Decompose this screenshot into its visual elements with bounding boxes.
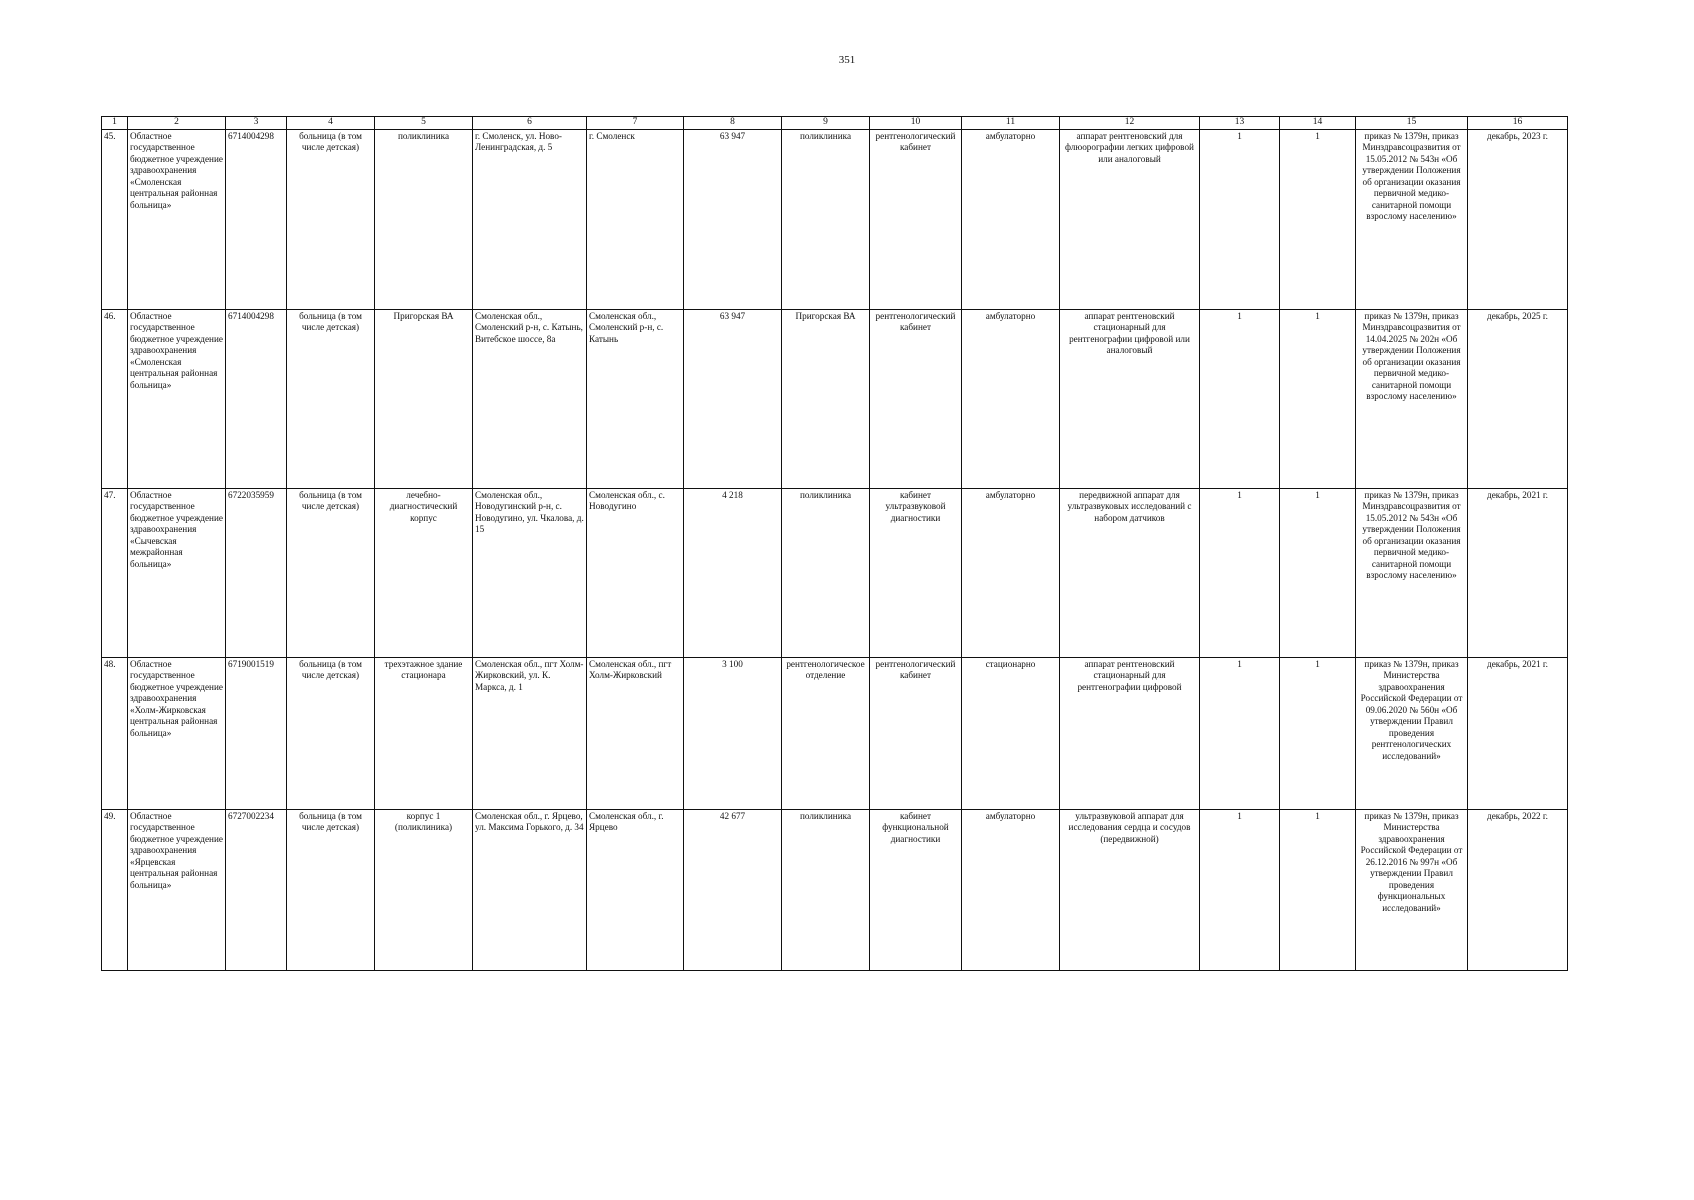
column-header: 5 <box>375 117 473 130</box>
row-number: 49. <box>102 809 128 970</box>
building: корпус 1 (поликлиника) <box>375 809 473 970</box>
quantity-13: 1 <box>1200 657 1280 809</box>
column-header: 3 <box>226 117 287 130</box>
unit: Пригорская ВА <box>782 309 870 488</box>
equipment: аппарат рентгеновский для флюорографии легких цифровой или аналоговый <box>1060 129 1200 309</box>
column-header: 8 <box>684 117 782 130</box>
inn: 6719001519 <box>226 657 287 809</box>
quantity-14: 1 <box>1280 488 1356 657</box>
row-number: 47. <box>102 488 128 657</box>
deadline: декабрь, 2025 г. <box>1468 309 1568 488</box>
address: Смоленская обл., Новодугинский р-н, с. Новодугино, ул. Чкалова, д. 15 <box>473 488 587 657</box>
care-mode: амбулаторно <box>962 129 1060 309</box>
inn: 6727002234 <box>226 809 287 970</box>
column-header: 12 <box>1060 117 1200 130</box>
column-header: 2 <box>128 117 226 130</box>
population: 4 218 <box>684 488 782 657</box>
address: Смоленская обл., пгт Холм- Жирковский, ул. К. Маркса, д. 1 <box>473 657 587 809</box>
legal-basis: приказ № 1379н, приказ Минздравсоцразвития от 15.05.2012 № 543н «Об утверждении Положения об организации оказания первичной медико-санитарной помощи взрослому населению» <box>1356 488 1468 657</box>
table-row <box>102 129 1568 309</box>
equipment-registry-table <box>101 116 1568 971</box>
building: трехэтажное здание стационара <box>375 657 473 809</box>
facility-type: больница (в том числе детская) <box>287 657 375 809</box>
locality: г. Смоленск <box>587 129 684 309</box>
locality: Смоленская обл., г. Ярцево <box>587 809 684 970</box>
page-number: 351 <box>838 54 856 66</box>
care-mode: стационарно <box>962 657 1060 809</box>
room: кабинет функциональной диагностики <box>870 809 962 970</box>
inn: 6722035959 <box>226 488 287 657</box>
facility-type: больница (в том числе детская) <box>287 488 375 657</box>
organization-name: Областное государственное бюджетное учреждение здравоохранения «Смоленская центральная районная больница» <box>128 129 226 309</box>
table-row <box>102 657 1568 809</box>
population: 63 947 <box>684 129 782 309</box>
organization-name: Областное государственное бюджетное учреждение здравоохранения «Холм-Жирковская центральная районная больница» <box>128 657 226 809</box>
organization-name: Областное государственное бюджетное учреждение здравоохранения «Смоленская центральная районная больница» <box>128 309 226 488</box>
quantity-14: 1 <box>1280 657 1356 809</box>
care-mode: амбулаторно <box>962 488 1060 657</box>
legal-basis: приказ № 1379н, приказ Минздравсоцразвития от 15.05.2012 № 543н «Об утверждении Положения об организации оказания первичной медико-санитарной помощи взрослому населению» <box>1356 129 1468 309</box>
address: Смоленская обл., Смоленский р-н, с. Катынь, Витебское шоссе, 8а <box>473 309 587 488</box>
equipment: передвижной аппарат для ультразвуковых исследований с набором датчиков <box>1060 488 1200 657</box>
column-header: 15 <box>1356 117 1468 130</box>
building: Пригорская ВА <box>375 309 473 488</box>
inn: 6714004298 <box>226 129 287 309</box>
quantity-13: 1 <box>1200 309 1280 488</box>
column-header: 10 <box>870 117 962 130</box>
deadline: декабрь, 2021 г. <box>1468 488 1568 657</box>
quantity-13: 1 <box>1200 488 1280 657</box>
column-header: 4 <box>287 117 375 130</box>
column-header: 9 <box>782 117 870 130</box>
building: лечебно-диагностический корпус <box>375 488 473 657</box>
legal-basis: приказ № 1379н, приказ Министерства здравоохранения Российской Федерации от 09.06.2020 № 560н «Об утверждении Правил проведения рентгенологических исследований» <box>1356 657 1468 809</box>
building: поликлиника <box>375 129 473 309</box>
organization-name: Областное государственное бюджетное учреждение здравоохранения «Сычевская межрайонная больница» <box>128 488 226 657</box>
population: 3 100 <box>684 657 782 809</box>
equipment: аппарат рентгеновский стационарный для рентгенографии цифровой или аналоговый <box>1060 309 1200 488</box>
column-header: 11 <box>962 117 1060 130</box>
deadline: декабрь, 2021 г. <box>1468 657 1568 809</box>
row-number: 46. <box>102 309 128 488</box>
room: кабинет ультразвуковой диагностики <box>870 488 962 657</box>
population: 63 947 <box>684 309 782 488</box>
room: рентгенологический кабинет <box>870 309 962 488</box>
locality: Смоленская обл., Смоленский р-н, с. Катынь <box>587 309 684 488</box>
address: г. Смоленск, ул. Ново-Ленинградская, д. 5 <box>473 129 587 309</box>
unit: поликлиника <box>782 488 870 657</box>
deadline: декабрь, 2022 г. <box>1468 809 1568 970</box>
organization-name: Областное государственное бюджетное учреждение здравоохранения «Ярцевская центральная районная больница» <box>128 809 226 970</box>
unit: поликлиника <box>782 129 870 309</box>
facility-type: больница (в том числе детская) <box>287 129 375 309</box>
quantity-14: 1 <box>1280 309 1356 488</box>
legal-basis: приказ № 1379н, приказ Минздравсоцразвития от 14.04.2025 № 202н «Об утверждении Положения об организации оказания первичной медико-санитарной помощи взрослому населению» <box>1356 309 1468 488</box>
quantity-13: 1 <box>1200 129 1280 309</box>
quantity-14: 1 <box>1280 809 1356 970</box>
facility-type: больница (в том числе детская) <box>287 809 375 970</box>
inn: 6714004298 <box>226 309 287 488</box>
column-header: 13 <box>1200 117 1280 130</box>
facility-type: больница (в том числе детская) <box>287 309 375 488</box>
table-row <box>102 309 1568 488</box>
locality: Смоленская обл., с. Новодугино <box>587 488 684 657</box>
room: рентгенологический кабинет <box>870 129 962 309</box>
care-mode: амбулаторно <box>962 309 1060 488</box>
unit: поликлиника <box>782 809 870 970</box>
row-number: 48. <box>102 657 128 809</box>
column-header: 6 <box>473 117 587 130</box>
care-mode: амбулаторно <box>962 809 1060 970</box>
column-number-header-row <box>102 117 1568 130</box>
equipment: аппарат рентгеновский стационарный для рентгенографии цифровой <box>1060 657 1200 809</box>
column-header: 1 <box>102 117 128 130</box>
address: Смоленская обл., г. Ярцево, ул. Максима Горького, д. 34 <box>473 809 587 970</box>
legal-basis: приказ № 1379н, приказ Министерства здравоохранения Российской Федерации от 26.12.2016 № 997н «Об утверждении Правил проведения функциональных исследований» <box>1356 809 1468 970</box>
column-header: 16 <box>1468 117 1568 130</box>
column-header: 14 <box>1280 117 1356 130</box>
table-row <box>102 488 1568 657</box>
quantity-13: 1 <box>1200 809 1280 970</box>
population: 42 677 <box>684 809 782 970</box>
room: рентгенологический кабинет <box>870 657 962 809</box>
row-number: 45. <box>102 129 128 309</box>
column-header: 7 <box>587 117 684 130</box>
locality: Смоленская обл., пгт Холм-Жирковский <box>587 657 684 809</box>
equipment: ультразвуковой аппарат для исследования сердца и сосудов (передвижной) <box>1060 809 1200 970</box>
table-row <box>102 809 1568 970</box>
unit: рентгенологическое отделение <box>782 657 870 809</box>
quantity-14: 1 <box>1280 129 1356 309</box>
deadline: декабрь, 2023 г. <box>1468 129 1568 309</box>
